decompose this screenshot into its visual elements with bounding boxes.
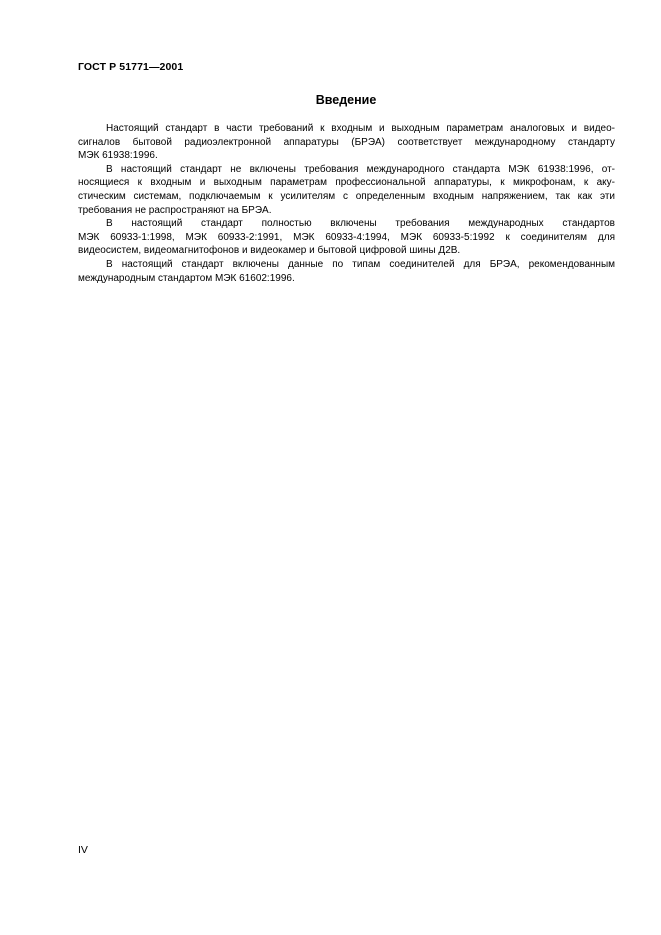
paragraph-3: [78, 217, 615, 258]
section-title: Введение: [315, 93, 377, 107]
paragraph-line: В настоящий стандарт включены данные по типам соединителей для БРЭА, рекомендованным: [106, 258, 615, 270]
paragraph-line: МЭК 60933-1:1998, МЭК 60933-2:1991, МЭК 60933-4:1994, МЭК 60933-5:1992 к соединителям для: [78, 231, 615, 243]
page-number: IV: [78, 844, 88, 856]
paragraph-line: требования не распространяют на БРЭА.: [78, 204, 272, 216]
paragraph-line: Настоящий стандарт в части требований к входным и выходным параметрам аналоговых и видео-: [106, 123, 615, 134]
paragraph-line: носящиеся к входным и выходным параметрам профессиональной аппаратуры, к микрофонам, к аку-: [78, 177, 615, 189]
paragraph-line: международным стандартом МЭК 61602:1996.: [78, 272, 295, 284]
document-header: ГОСТ Р 51771—2001: [78, 61, 184, 73]
paragraph-line: В настоящий стандарт не включены требования международного стандарта МЭК 61938:1996, от-: [106, 163, 615, 175]
paragraph-2: [78, 163, 615, 217]
body-text: [78, 122, 615, 285]
paragraph-line: сигналов бытовой радиоэлектронной аппаратуры (БРЭА) соответствует международному стандарту: [78, 136, 615, 148]
paragraph-line: стическим системам, подключаемым к усилителям с определенным входным напряжением, так как эти: [78, 190, 615, 202]
paragraph-line: видеосистем, видеомагнитофонов и видеокамер и бытовой цифровой шины Д2В.: [78, 245, 461, 257]
paragraph-1: [78, 122, 615, 163]
paragraph-line: МЭК 61938:1996.: [78, 150, 158, 162]
paragraph-line: В настоящий стандарт полностью включены требования международных стандартов: [106, 218, 615, 230]
paragraph-4: [78, 258, 615, 285]
